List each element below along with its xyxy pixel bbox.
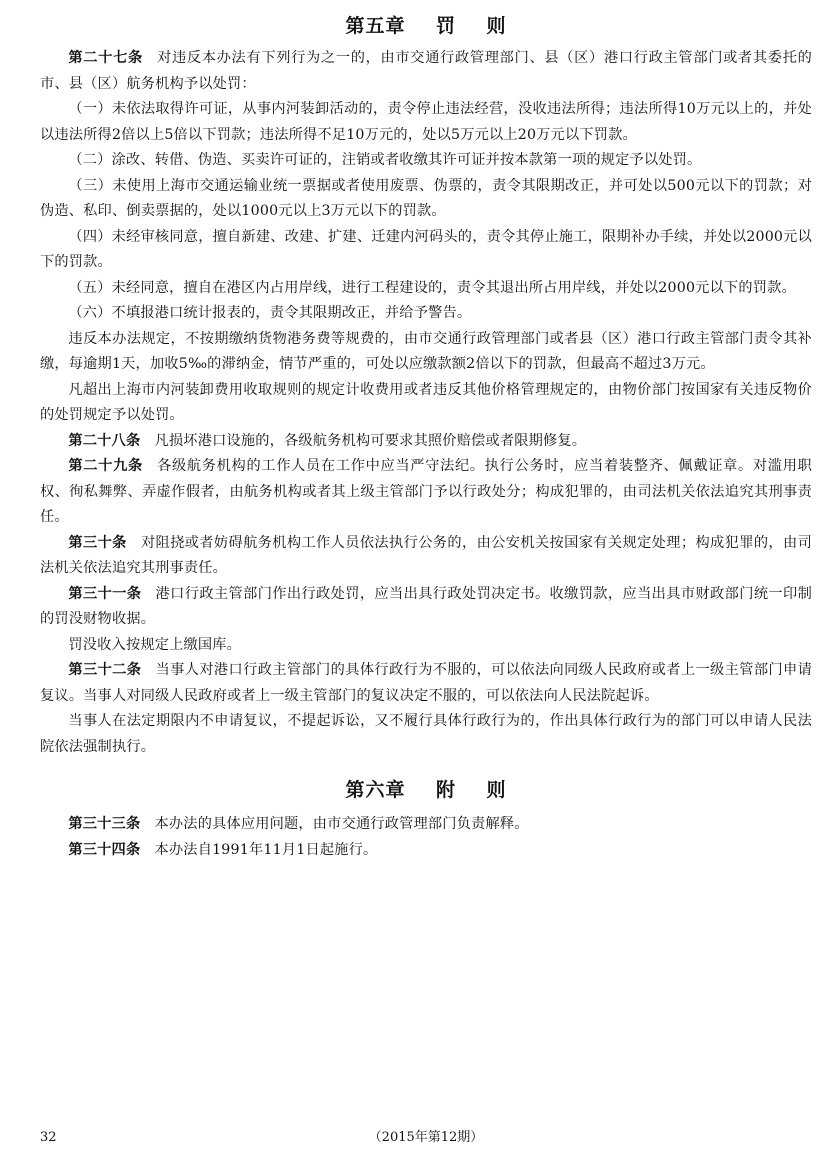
paragraph xyxy=(40,658,812,709)
article-number: 第三十四条 xyxy=(68,841,141,858)
paragraph-text: （六）不填报港口统计报表的，责令其限期改正，并给予警告。 xyxy=(68,305,472,321)
paragraph xyxy=(40,531,812,582)
issue-label: （2015年第12期） xyxy=(368,1130,484,1145)
paragraph xyxy=(40,582,812,633)
paragraph-text: （二）涂改、转借、伪造、买卖许可证的，注销或者收缴其许可证并按本款第一项的规定予以处罚。 xyxy=(68,152,702,168)
paragraph-text: 凡超出上海市内河装卸费用收取规则的规定计收费用或者违反其他价格管理规定的，由物价部门按国家有关违反物价的处罚规定予以处罚。 xyxy=(40,381,812,423)
article-number: 第二十八条 xyxy=(68,432,141,449)
article-number: 第三十条 xyxy=(68,534,127,551)
paragraph-text: 各级航务机构的工作人员在工作中应当严守法纪。执行公务时，应当着装整齐、佩戴证章。对滥用职权、徇私舞弊、弄虚作假者，由航务机构或者其上级主管部门予以行政处分；构成犯罪的，由司法机关依法追究其刑事责任。 xyxy=(40,458,812,525)
article-number: 第三十一条 xyxy=(68,585,142,602)
paragraph xyxy=(40,225,812,276)
chapter-6-title: 第六章 附 则 xyxy=(345,779,507,801)
paragraph-text: （一）未依法取得许可证，从事内河装卸活动的，责令停止违法经营，没收违法所得；违法所得10万元以上的，并处以违法所得2倍以上5倍以下罚款；违法所得不足10万元的，处以5万元以上20万元以下罚款。 xyxy=(40,101,812,143)
paragraph-text: 当事人在法定期限内不申请复议，不提起诉讼，又不履行具体行政行为的，作出具体行政行为的部门可以申请人民法院依法强制执行。 xyxy=(40,713,812,755)
paragraph-text: 违反本办法规定，不按期缴纳货物港务费等规费的，由市交通行政管理部门或者县（区）港口行政主管部门责令其补缴，每逾期1天，加收5‰的滞纳金，情节严重的，可处以应缴款额2倍以下的罚款，但最高不超过3万元。 xyxy=(40,330,812,372)
paragraph-text: （三）未使用上海市交通运输业统一票据或者使用废票、伪票的，责令其限期改正，并可处以500元以下的罚款；对伪造、私印、倒卖票据的，处以1000元以上3万元以下的罚款。 xyxy=(40,177,812,219)
paragraph xyxy=(40,812,812,838)
paragraph-text: （五）未经同意，擅自在港区内占用岸线，进行工程建设的，责令其退出所占用岸线，并处以2000元以下的罚款。 xyxy=(68,279,796,296)
paragraph-text: （四）未经审核同意，擅自新建、改建、扩建、迁建内河码头的，责令其停止施工，限期补办手续，并处以2000元以下的罚款。 xyxy=(40,228,812,270)
article-number: 第二十七条 xyxy=(68,50,143,66)
chapter-5-body xyxy=(40,46,812,760)
paragraph-text: 对阻挠或者妨碍航务机构工作人员依法执行公务的，由公安机关按国家有关规定处理；构成犯罪的，由司法机关依法追究其刑事责任。 xyxy=(40,534,812,576)
paragraph xyxy=(40,838,812,864)
paragraph xyxy=(40,454,812,531)
page-number: 32 xyxy=(40,1130,57,1145)
paragraph xyxy=(40,709,812,760)
paragraph xyxy=(40,327,812,378)
chapter-6-body xyxy=(40,812,812,863)
article-number: 第二十九条 xyxy=(68,458,143,474)
paragraph xyxy=(40,174,812,225)
paragraph-text: 凡损坏港口设施的，各级航务机构可要求其照价赔偿或者限期修复。 xyxy=(154,432,587,449)
paragraph xyxy=(40,46,812,97)
paragraph xyxy=(40,378,812,429)
paragraph xyxy=(40,276,812,302)
paragraph-text: 本办法自1991年11月1日起施行。 xyxy=(154,841,378,858)
document-page xyxy=(40,0,812,863)
article-number: 第三十二条 xyxy=(68,662,142,678)
paragraph-text: 对违反本办法有下列行为之一的，由市交通行政管理部门、县（区）港口行政主管部门或者其委托的市、县（区）航务机构予以处罚： xyxy=(40,50,812,92)
paragraph-text: 港口行政主管部门作出行政处罚，应当出具行政处罚决定书。收缴罚款，应当出具市财政部门统一印制的罚没财物收据。 xyxy=(40,585,812,627)
paragraph-text: 当事人对港口行政主管部门的具体行政行为不服的，可以依法向同级人民政府或者上一级主管部门申请复议。当事人对同级人民政府或者上一级主管部门的复议决定不服的，可以依法向人民法院起诉。 xyxy=(40,662,812,704)
paragraph-text: 本办法的具体应用问题，由市交通行政管理部门负责解释。 xyxy=(154,816,529,832)
paragraph xyxy=(40,633,812,659)
paragraph xyxy=(40,301,812,327)
chapter-5-title: 第五章 罚 则 xyxy=(345,15,507,37)
paragraph xyxy=(40,429,812,455)
paragraph xyxy=(40,97,812,148)
paragraph xyxy=(40,148,812,174)
article-number: 第三十三条 xyxy=(68,816,141,832)
page-footer xyxy=(40,1128,812,1148)
paragraph-text: 罚没收入按规定上缴国库。 xyxy=(68,636,242,653)
